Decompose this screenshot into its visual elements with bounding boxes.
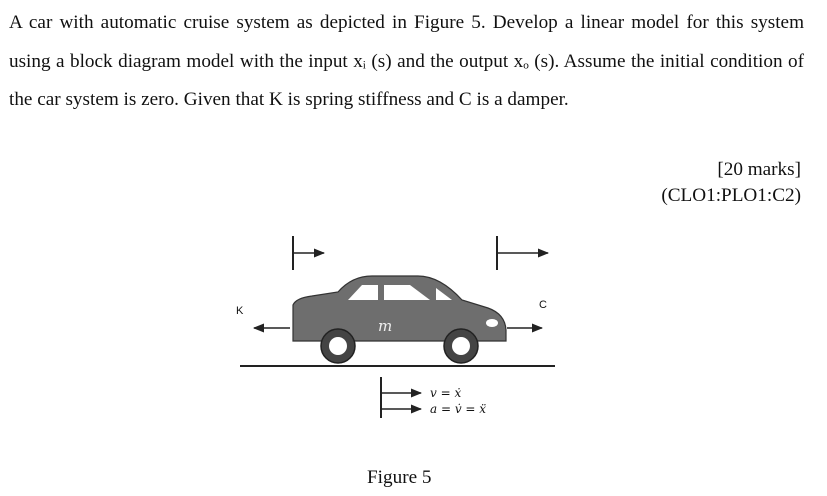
marks-clo: (CLO1:PLO1:C2): [661, 185, 801, 206]
acceleration-equation: a = v̇ = ẍ: [430, 402, 487, 416]
figure-caption: Figure 5: [367, 467, 432, 488]
mass-label: m: [378, 317, 393, 335]
input-arrow: [293, 236, 324, 270]
question-text: A car with automatic cruise system as depicted in Figure 5. Develop a linear model for this system using a block diagram model with the input xᵢ (s) and the output xₒ (s). Assume the initial condition of the car system is zero. Given that K is spring stiffness and C is a damper.: [9, 12, 804, 110]
damper-label: C: [539, 299, 547, 311]
marks-score: [20 marks]: [717, 159, 801, 180]
output-arrow: [497, 236, 548, 270]
spring-label: K: [236, 305, 244, 317]
velocity-equation: v = ẋ: [430, 386, 462, 400]
car-body: [293, 276, 506, 363]
motion-arrows: [381, 377, 421, 418]
